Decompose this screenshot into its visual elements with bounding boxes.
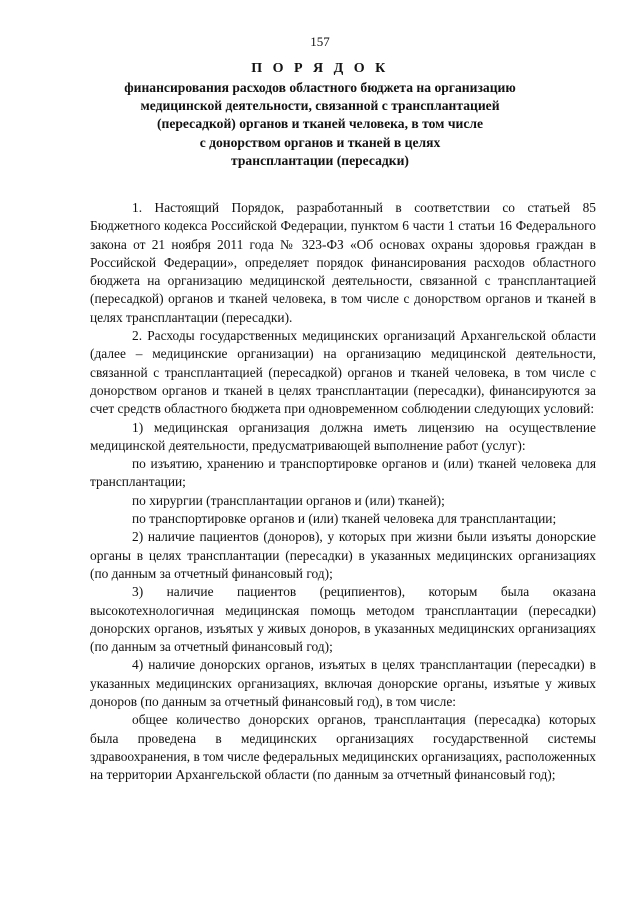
license-work-2: по хирургии (трансплантации органов и (или) тканей); (132, 492, 445, 508)
condition-2: 2) наличие пациентов (доноров), у которых при жизни были изъяты донорские органы в целях трансплантации (пересадки) в указанных медицинских организациях (по данным за отчетный финансовый год); (90, 529, 596, 581)
license-work-3: по транспортировке органов и (или) тканей человека для трансплантации; (132, 511, 557, 527)
subtitle-line: трансплантации (пересадки) (231, 152, 409, 168)
document-body (90, 199, 596, 785)
page-number: 157 (310, 34, 330, 49)
condition-4: 4) наличие донорских органов, изъятых в целях трансплантации (пересадки) в указанных медицинских организациях, включая донорские органы, изъятые у живых доноров (по данным за отчетный финансовый год), в том числе: (90, 657, 596, 710)
condition-1: 1) медицинская организация должна иметь лицензию на осуществление медицинской деятельности, предусматривающей выполнение работ (услуг): (90, 419, 596, 453)
subtitle-line: медицинской деятельности, связанной с трансплантацией (140, 98, 500, 114)
document-title: П О Р Я Д О К (251, 61, 389, 76)
subtitle-line: с донорством органов и тканей в целях (199, 134, 441, 150)
condition-4-subitem: общее количество донорских органов, трансплантация (пересадка) которых была проведена в медицинских организациях государственной системы здравоохранения, в том числе федеральных медицинских организациях, расположенных на территории Архангельской области (по данным за отчетный финансовый год); (90, 712, 596, 783)
subtitle-line: финансирования расходов областного бюджета на организацию (124, 80, 516, 95)
document-subtitle (60, 79, 580, 170)
paragraph-1: 1. Настоящий Порядок, разработанный в соответствии со статьей 85 Бюджетного кодекса Российской Федерации, пунктом 6 части 1 статьи 16 Федерального закона от 21 ноября 2011 года № 323-ФЗ «Об основах охраны здоровья граждан в Российской Федерации», определяет порядок финансирования расходов областного бюджета на организацию медицинской деятельности, связанной с трансплантацией (пересадкой) органов и тканей человека, в том числе с донорством органов и тканей в целях трансплантации (пересадки). (90, 200, 596, 325)
paragraph-2: 2. Расходы государственных медицинских организаций Архангельской области (далее – медицинские организации) на организацию медицинской деятельности, связанной с трансплантацией (пересадкой) органов и тканей человека, в том числе с донорством органов и тканей в целях трансплантации (пересадки), финансируются за счет средств областного бюджета при одновременном соблюдении следующих условий: (90, 328, 596, 417)
condition-3: 3) наличие пациентов (реципиентов), которым была оказана высокотехнологичная медицинская помощь методом трансплантации (пересадки) донорских органов, изъятых у живых доноров, в указанных медицинских организациях (по данным за отчетный финансовый год); (90, 584, 596, 655)
subtitle-line: (пересадкой) органов и тканей человека, в том числе (156, 116, 484, 132)
license-work-1: по изъятию, хранению и транспортировке органов и (или) тканей человека для трансплантации; (90, 456, 596, 490)
